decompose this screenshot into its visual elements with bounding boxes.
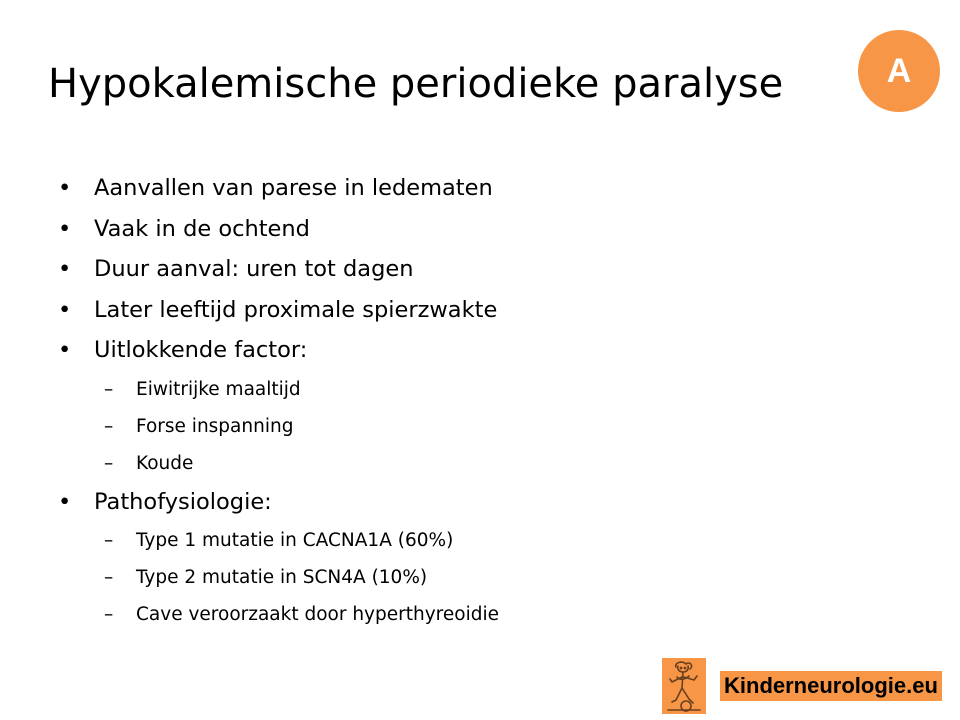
list-item: [58, 290, 499, 331]
list-item: [58, 482, 499, 634]
bullet-text: Duur aanval: uren tot dagen: [94, 256, 414, 282]
list-item: [58, 168, 499, 209]
page-title: Hypokalemische periodieke paralyse: [48, 61, 784, 107]
sub-item: – Koude: [104, 445, 499, 482]
list-item: [58, 330, 499, 482]
sub-item: – Type 1 mutatie in CACNA1A (60%): [104, 522, 499, 559]
sub-item: – Cave veroorzaakt door hyperthyreoidie: [104, 596, 499, 633]
sub-item: – Forse inspanning: [104, 408, 499, 445]
list-item: [58, 209, 499, 250]
sub-item: – Eiwitrijke maaltijd: [104, 371, 499, 408]
sub-list: [94, 522, 499, 633]
bullet-text: Vaak in de ochtend: [94, 215, 310, 242]
list-item: [58, 249, 499, 290]
footer-logo: [662, 658, 942, 714]
sub-item: – Type 2 mutatie in SCN4A (10%): [104, 559, 499, 596]
logo-text: Kinderneurologie.eu: [720, 671, 942, 701]
bullet-text: Uitlokkende factor:: [94, 337, 308, 363]
child-figure-icon: [662, 658, 706, 714]
bullet-text: Later leeftijd proximale spierzwakte: [94, 296, 498, 323]
bullet-list: [58, 168, 499, 633]
section-badge: A: [858, 30, 940, 112]
bullet-text: Pathofysiologie:: [94, 488, 272, 515]
bullet-text: Aanvallen van parese in ledematen: [94, 175, 493, 201]
sub-list: [94, 371, 499, 482]
